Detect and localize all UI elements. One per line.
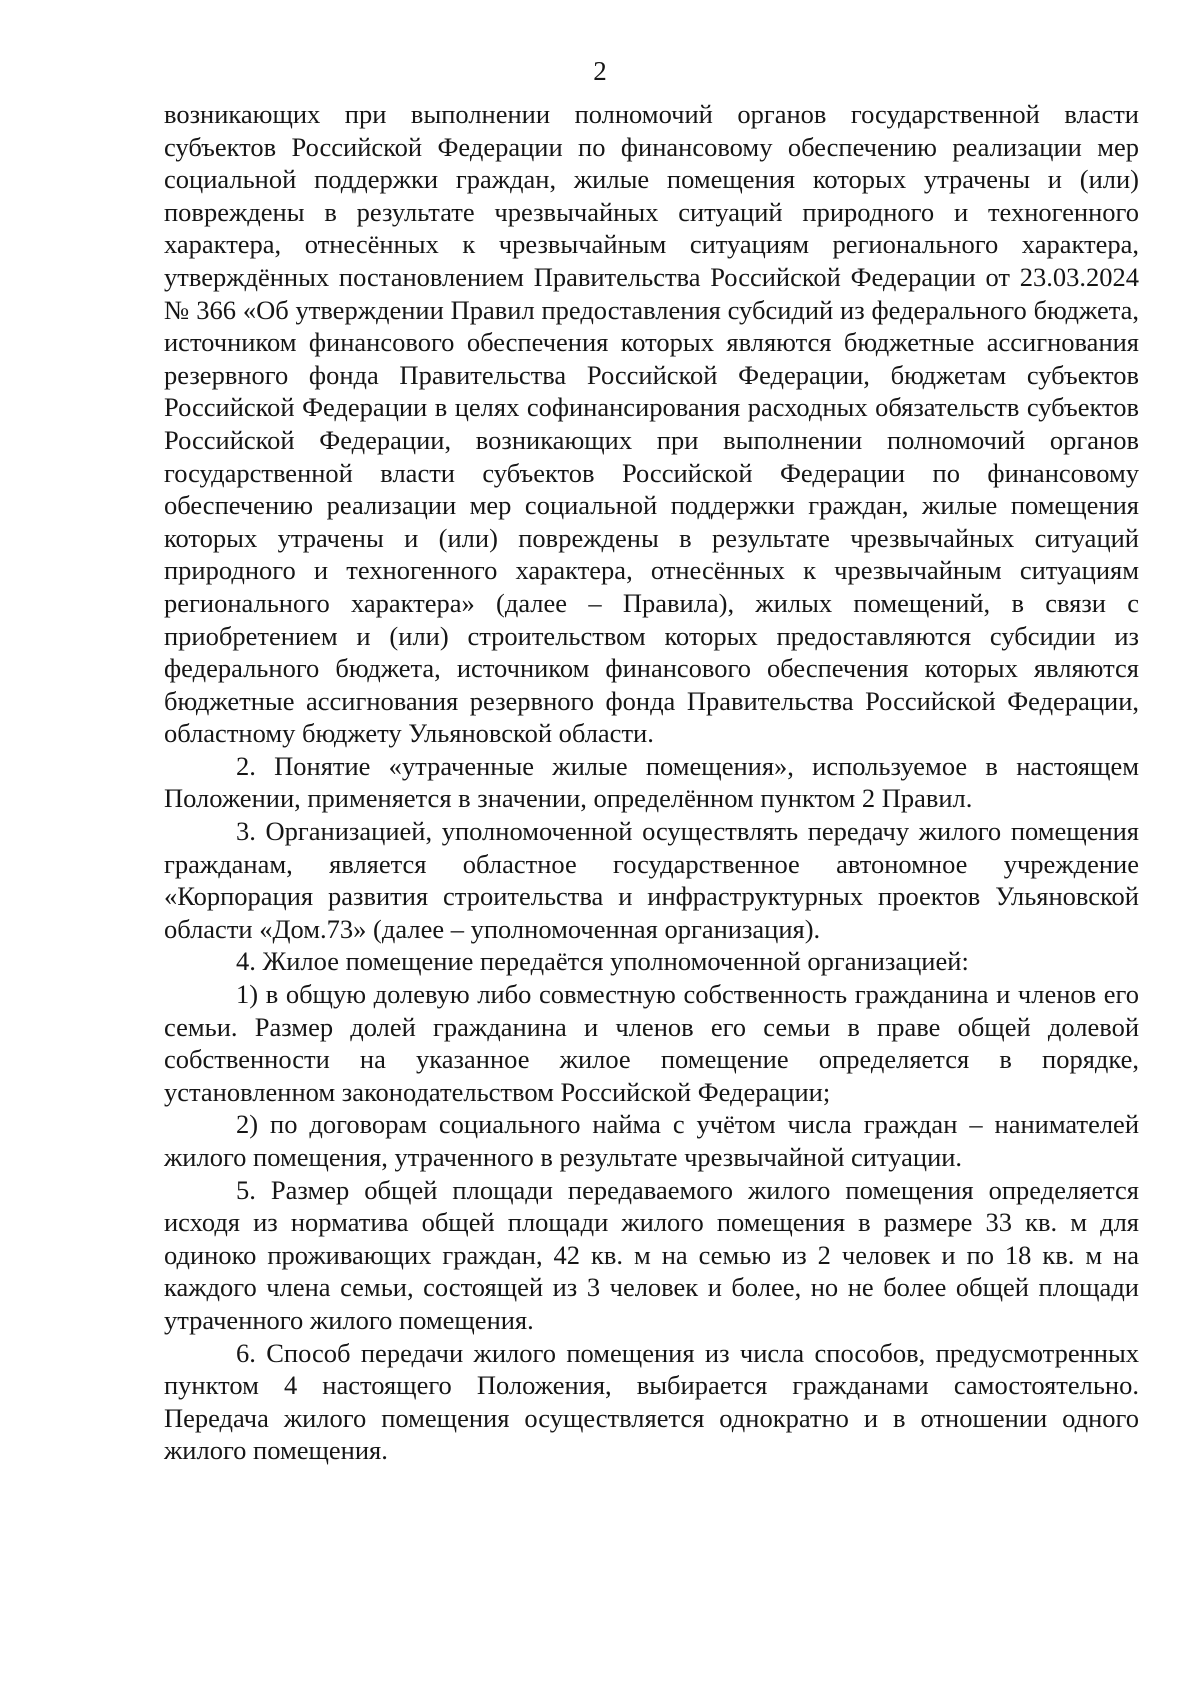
- paragraph-item-3: 3. Организацией, уполномоченной осуществлять передачу жилого помещения гражданам, является областное государственное автономное учреждение «Корпорация развития строительства и инфраструктурных проектов Ульяновской области «Дом.73» (далее – уполномоченная организация).: [164, 816, 1139, 944]
- paragraph-item-4-2: 2) по договорам социального найма с учётом числа граждан – нанимателей жилого помещения, утраченного в результате чрезвычайной ситуации.: [164, 1109, 1139, 1172]
- paragraph-continuation: возникающих при выполнении полномочий органов государственной власти субъектов Российской Федерации по финансовому обеспечению реализации мер социальной поддержки граждан, жилые помещения которых утрачены и (или) повреждены в результате чрезвычайных ситуаций природного и техногенного характера, отнесённых к чрезвычайным ситуациям регионального характера, утверждённых постановлением Правительства Российской Федерации от 23.03.2024 № 366 «Об утверждении Правил предоставления субсидий из федерального бюджета, источником финансового обеспечения которых являются бюджетные ассигнования резервного фонда Правительства Российской Федерации, бюджетам субъектов Российской Федерации в целях софинансирования расходных обязательств субъектов Российской Федерации, возникающих при выполнении полномочий органов государственной власти субъектов Российской Федерации по финансовому обеспечению реализации мер социальной поддержки граждан, жилые помещения которых утрачены и (или) повреждены в результате чрезвычайных ситуаций природного и техногенного характера, отнесённых к чрезвычайным ситуациям регионального характера» (далее – Правила), жилых помещений, в связи с приобретением и (или) строительством которых предоставляются субсидии из федерального бюджета, источником финансового обеспечения которых являются бюджетные ассигнования резервного фонда Правительства Российской Федерации, областному бюджету Ульяновской области.: [164, 99, 1139, 749]
- document-body: [164, 98, 1139, 1467]
- paragraph-item-2: 2. Понятие «утраченные жилые помещения», используемое в настоящем Положении, применяется в значении, определённом пунктом 2 Правил.: [164, 750, 1139, 814]
- paragraph-item-5: 5. Размер общей площади передаваемого жилого помещения определяется исходя из норматива общей площади жилого помещения в размере 33 кв. м для одиноко проживающих граждан, 42 кв. м на семью из 2 человек и по 18 кв. м на каждого члена семьи, состоящей из 3 человек и более, но не более общей площади утраченного жилого помещения.: [164, 1174, 1139, 1335]
- paragraph-item-4: 4. Жилое помещение передаётся уполномоченной организацией:: [236, 946, 969, 977]
- paragraph-item-4-1: 1) в общую долевую либо совместную собственность гражданина и членов его семьи. Размер долей гражданина и членов его семьи в праве общей долевой собственности на указанное жилое помещение определяется в порядке, установленном законодательством Российской Федерации;: [164, 979, 1139, 1107]
- paragraph-item-6: 6. Способ передачи жилого помещения из числа способов, предусмотренных пунктом 4 настоящего Положения, выбирается гражданами самостоятельно. Передача жилого помещения осуществляется однократно и в отношении одного жилого помещения.: [164, 1337, 1139, 1466]
- page-number: 2: [593, 56, 607, 86]
